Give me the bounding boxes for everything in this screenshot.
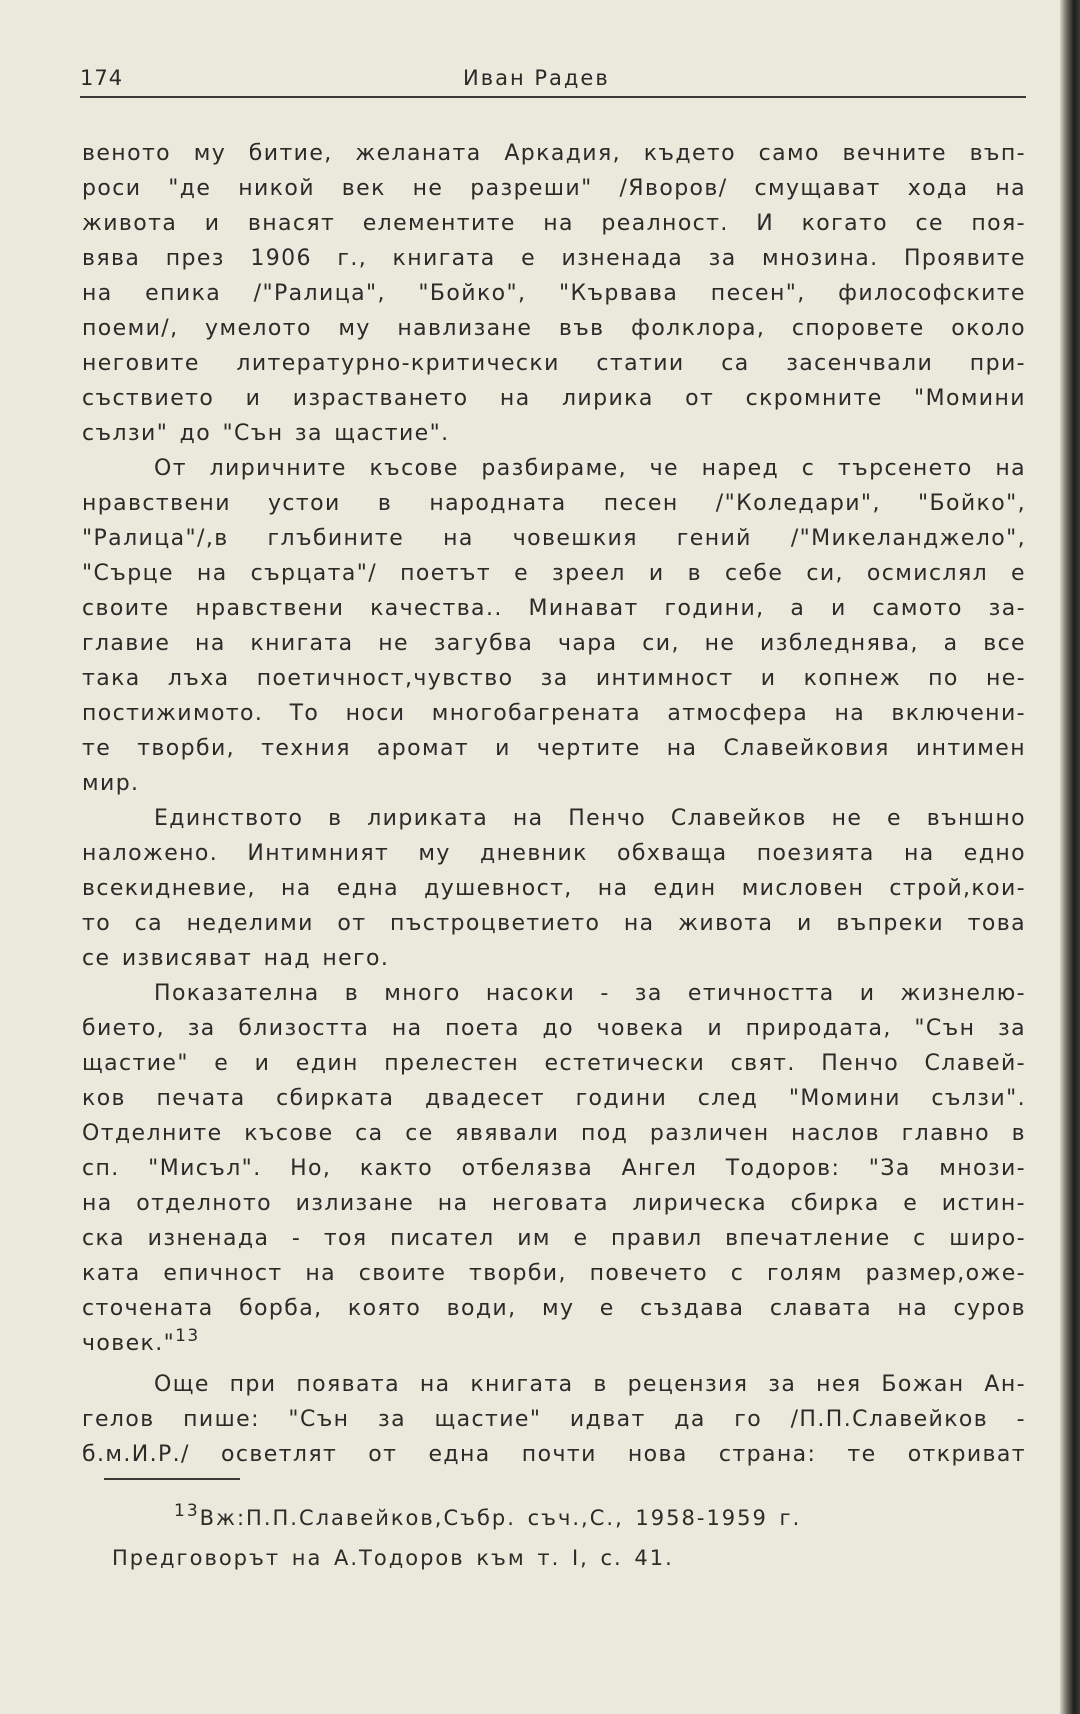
text-line-with-footnote-ref [82, 1326, 1026, 1361]
text-line: наложено. Интимният му дневник обхваща поезията на едно [82, 841, 1026, 866]
text-line: се извисяват над него. [82, 946, 390, 971]
text-line: то са неделими от пъстроцветието на живота и въпреки това [82, 911, 1026, 936]
text-line-end: човек." [82, 1331, 176, 1356]
text-line: мир. [82, 771, 140, 796]
footnote-rule [104, 1478, 240, 1480]
text-line: ката епичност на своите творби, повечето с голям размер,оже- [82, 1261, 1026, 1286]
text-line: ков печата сбирката двадесет години след "Момини сълзи". [82, 1086, 1026, 1111]
footnote-number: 13 [174, 1501, 200, 1521]
footnote-text: Вж:П.П.Славейков,Събр. съч.,С., 1958-1959 г. [199, 1506, 802, 1530]
text-line: "Сърце на сърцата"/ поетът е зреел и в себе си, осмислял е [82, 561, 1026, 586]
page-number: 174 [80, 66, 124, 90]
footnote-reference: 13 [175, 1326, 200, 1346]
text-line: своите нравствени качества.. Минават години, а и самото за- [82, 596, 1026, 621]
text-line: съствието и израстването на лирика от скромните "Момини [82, 386, 1026, 411]
footnote-line [112, 1498, 1032, 1538]
text-line: Единството в лириката на Пенчо Славейков не е външно [154, 806, 1026, 831]
text-line: така лъха поетичност,чувство за интимност и копнеж по не- [82, 666, 1026, 691]
text-line: Отделните късове са се явявали под различен наслов главно в [82, 1121, 1026, 1146]
header-rule [80, 96, 1026, 98]
text-line: веното му битие, желаната Аркадия, където само вечните въп- [82, 141, 1026, 166]
text-line: главие на книгата не загубва чара си, не избледнява, а все [82, 631, 1026, 656]
book-spine-edge [1060, 0, 1080, 1714]
text-line: Още при появата на книгата в рецензия за нея Божан Ан- [154, 1372, 1026, 1397]
body-text [82, 136, 1026, 1472]
text-line: сълзи" до "Сън за щастие". [82, 421, 450, 446]
text-line: "Ралица"/,в глъбините на човешкия гений /"Микеланджело", [82, 526, 1026, 551]
text-line: От лиричните късове разбираме, че наред с търсенето на [154, 456, 1026, 481]
text-line: щастие" е и един прелестен естетически свят. Пенчо Славей- [82, 1051, 1026, 1076]
text-line: живота и внасят елементите на реалност. И когато се поя- [82, 211, 1026, 236]
text-line: сп. "Мисъл". Но, както отбелязва Ангел Тодоров: "За мнози- [82, 1156, 1026, 1181]
footnote-line: Предговорът на А.Тодоров към т. I, с. 41. [112, 1546, 674, 1570]
text-line: вява през 1906 г., книгата е изненада за мнозина. Проявите [82, 246, 1026, 271]
text-line: ска изненада - тоя писател им е правил впечатление с широ- [82, 1226, 1026, 1251]
text-line: неговите литературно-критически статии са засенчвали при- [82, 351, 1026, 376]
text-line: роси "де никой век не разреши" /Яворов/ смущават хода на [82, 176, 1026, 201]
text-line: те творби, техния аромат и чертите на Славейковия интимен [82, 736, 1026, 761]
text-line: сточената борба, която води, му е създава славата на суров [82, 1296, 1026, 1321]
text-line: на отделното излизане на неговата лирическа сбирка е истин- [82, 1191, 1026, 1216]
text-line: Показателна в много насоки - за етичността и жизнелю- [154, 981, 1026, 1006]
running-head-author: Иван Радев [463, 66, 610, 90]
text-line: гелов пише: "Сън за щастие" идват да го /П.П.Славейков - [82, 1407, 1026, 1432]
text-line: всекидневие, на една душевност, на един мисловен строй,кои- [82, 876, 1026, 901]
text-line: бието, за близостта на поета до човека и природата, "Сън за [82, 1016, 1026, 1041]
running-head [80, 66, 1025, 96]
text-line: б.м.И.Р./ осветлят от една почти нова страна: те откриват [82, 1442, 1026, 1467]
text-line: нравствени устои в народната песен /"Коледари", "Бойко", [82, 491, 1026, 516]
text-line: на епика /"Ралица", "Бойко", "Кървава песен", философските [82, 281, 1026, 306]
footnote [112, 1498, 1032, 1578]
text-line: постижимото. То носи многобагрената атмосфера на включени- [82, 701, 1026, 726]
text-line: поеми/, умелото му навлизане във фолклора, споровете около [82, 316, 1026, 341]
